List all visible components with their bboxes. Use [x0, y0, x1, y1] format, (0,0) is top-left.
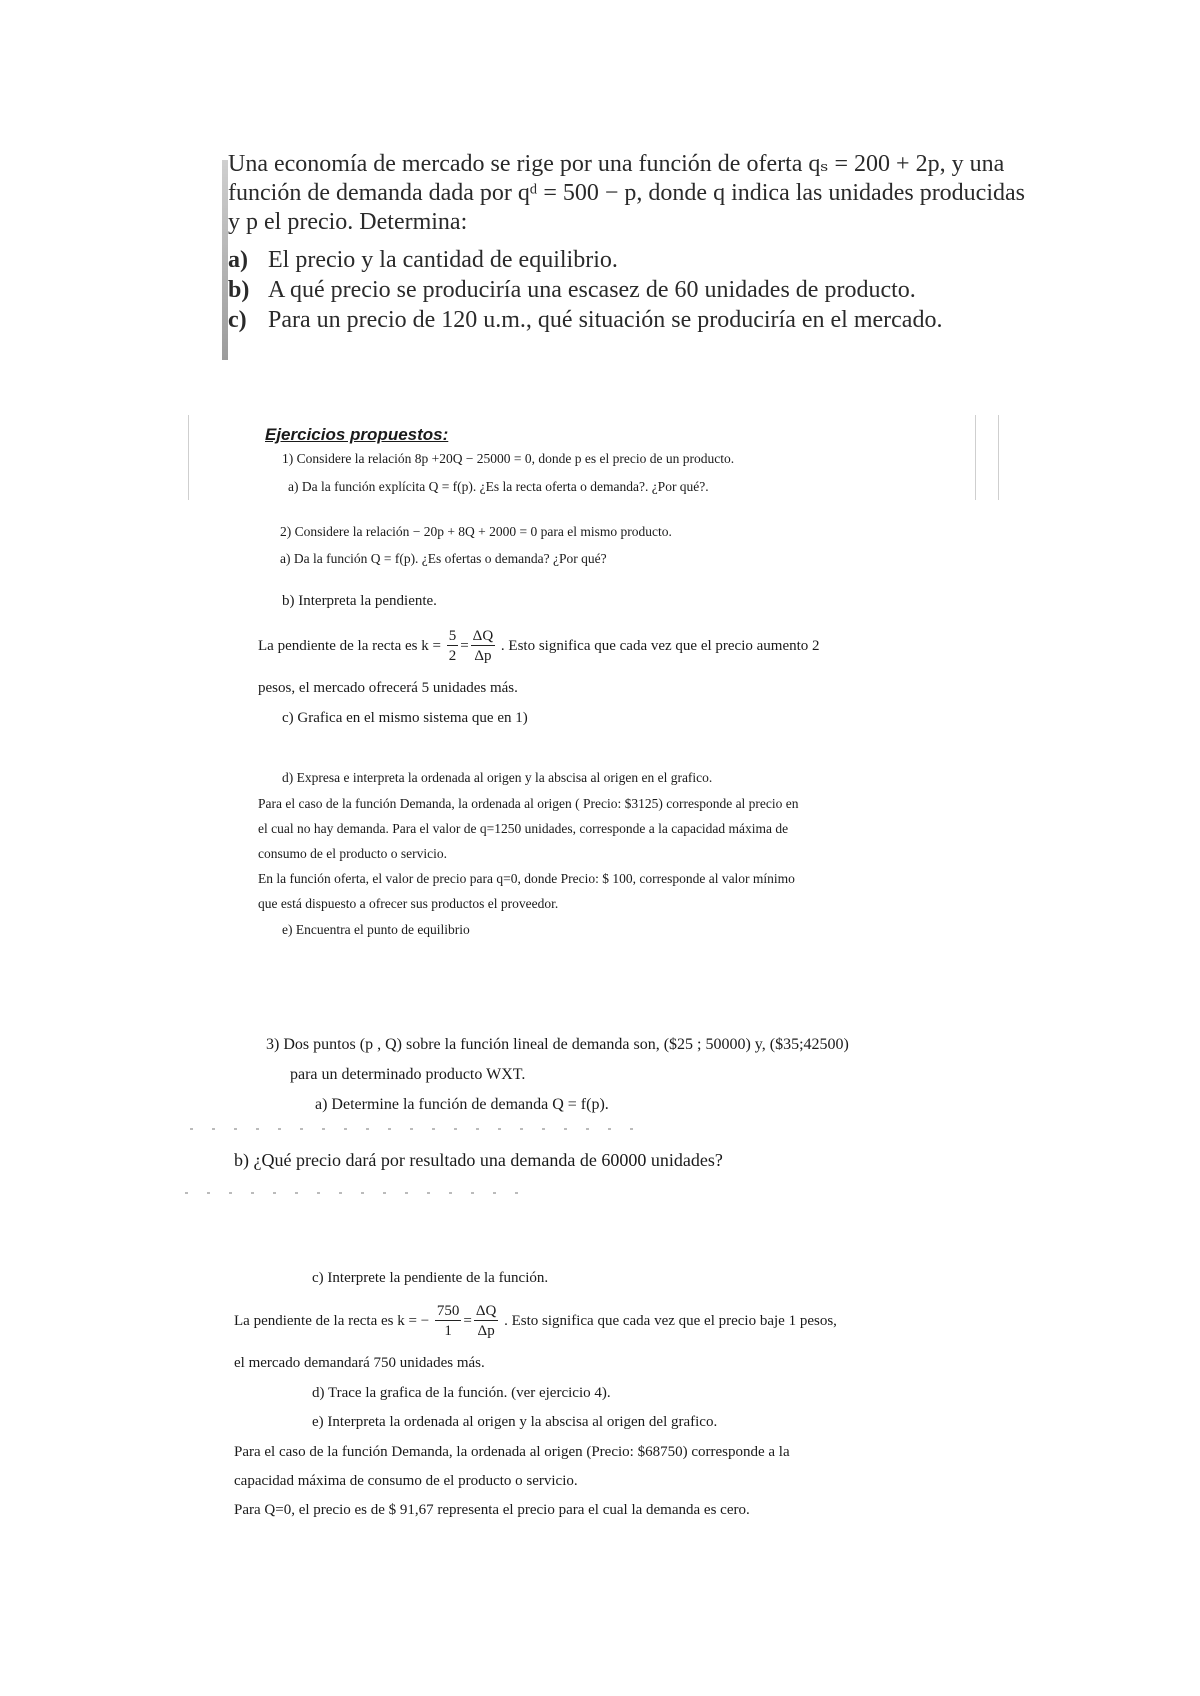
fraction-numerator: ΔQ: [472, 628, 494, 644]
answer-text: . Esto significa que cada vez que el precio baje 1 pesos,: [504, 1312, 837, 1329]
scan-divider-right-1: [975, 415, 976, 500]
fraction: [471, 627, 495, 666]
exercise-3e-answer-1: Para el caso de la función Demanda, la ordenada al origen (Precio: $68750) corresponde a la: [234, 1444, 790, 1460]
exercise-2c: c) Grafica en el mismo sistema que en 1): [282, 710, 528, 726]
exercise-3e: e) Interpreta la ordenada al origen y la abscisa al origen del grafico.: [312, 1414, 718, 1430]
item-label: c): [228, 307, 247, 333]
exercise-2: 2) Considere la relación − 20p + 8Q + 2000 = 0 para el mismo producto.: [280, 524, 672, 539]
exercise-3e-answer-3: Para Q=0, el precio es de $ 91,67 representa el precio para el cual la demanda es cero.: [234, 1502, 750, 1518]
scan-noise: [190, 1128, 650, 1130]
exercise-2b: b) Interpreta la pendiente.: [282, 593, 437, 609]
exercise-1: 1) Considere la relación 8p +20Q − 25000 = 0, donde p es el precio de un producto.: [282, 451, 735, 466]
exercise-2d-answer-4: En la función oferta, el valor de precio para q=0, donde Precio: $ 100, corresponde al valor mínimo: [258, 871, 795, 886]
exercise-1a: a) Da la función explícita Q = f(p). ¿Es la recta oferta o demanda?. ¿Por qué?.: [288, 479, 709, 494]
item-text: A qué precio se produciría una escasez de 60 unidades de producto.: [268, 277, 916, 303]
exercise-2d-answer-3: consumo de el producto o servicio.: [258, 846, 447, 861]
answer-text: La pendiente de la recta es k = −: [234, 1312, 430, 1329]
scan-edge-shadow: [222, 160, 228, 360]
exercise-3d: d) Trace la grafica de la función. (ver ejercicio 4).: [312, 1385, 611, 1401]
answer-text: . Esto significa que cada vez que el precio aumento 2: [500, 637, 820, 654]
item-text: Para un precio de 120 u.m., qué situación se produciría en el mercado.: [268, 307, 943, 333]
exercise-2d: d) Expresa e interpreta la ordenada al origen y la abscisa al origen en el grafico.: [282, 770, 713, 785]
problem-line-3: y p el precio. Determina:: [228, 209, 468, 235]
scan-divider-right-2: [998, 415, 999, 500]
problem-line-1: Una economía de mercado se rige por una función de oferta qₛ = 200 + 2p, y una: [228, 151, 1005, 177]
exercise-2b-answer: La pendiente de la recta es k = $\frac{5}{2}$ = $\frac{\Delta Q}{\Delta p}$ . Esto significa que cada vez que el precio aumento 2: [258, 628, 820, 664]
exercise-3a: a) Determine la función de demanda Q = f(p).: [315, 1096, 609, 1113]
answer-text: La pendiente de la recta es k =: [258, 637, 441, 654]
scan-divider-left: [188, 415, 189, 500]
exercise-2a: a) Da la función Q = f(p). ¿Es ofertas o demanda? ¿Por qué?: [280, 551, 607, 566]
fraction: [435, 1302, 462, 1341]
exercise-3: 3) Dos puntos (p , Q) sobre la función lineal de demanda son, ($25 ; 50000) y, ($35;42500): [266, 1036, 849, 1053]
exercise-2d-answer-5: que está dispuesto a ofrecer sus productos el proveedor.: [258, 896, 559, 911]
fraction-numerator: ΔQ: [475, 1303, 497, 1319]
fraction-numerator: 750: [436, 1303, 460, 1319]
item-label: a): [228, 247, 248, 273]
fraction-denominator: Δp: [477, 1323, 495, 1339]
fraction: [474, 1302, 498, 1341]
exercise-2e: e) Encuentra el punto de equilibrio: [282, 922, 470, 937]
exercise-2d-answer-2: el cual no hay demanda. Para el valor de q=1250 unidades, corresponde a la capacidad máxima de: [258, 821, 789, 836]
exercise-3b: b) ¿Qué precio dará por resultado una demanda de 60000 unidades?: [234, 1150, 723, 1170]
exercise-3c-answer-line2: el mercado demandará 750 unidades más.: [234, 1355, 485, 1371]
scan-noise: [185, 1192, 535, 1194]
problem-item-a: [228, 245, 1108, 275]
exercise-3c-answer: La pendiente de la recta es k = − $\frac{750}{1}$ = $\frac{\Delta Q}{\Delta p}$ . Esto significa que cada vez que el precio baje 1 pesos,: [234, 1303, 837, 1339]
fraction-numerator: 5: [448, 628, 457, 644]
section-title: Ejercicios propuestos:: [265, 425, 449, 444]
fraction-denominator: Δp: [474, 648, 492, 664]
exercise-2b-answer-line2: pesos, el mercado ofrecerá 5 unidades más.: [258, 680, 518, 696]
problem-item-b: [228, 275, 1108, 305]
problem-line-2: función de demanda dada por qᵈ = 500 − p, donde q indica las unidades producidas: [228, 180, 1025, 206]
fraction: [447, 627, 459, 666]
exercise-2d-answer-1: Para el caso de la función Demanda, la ordenada al origen ( Precio: $3125) corresponde al precio en: [258, 796, 799, 811]
item-text: El precio y la cantidad de equilibrio.: [268, 247, 618, 273]
exercise-3-line2: para un determinado producto WXT.: [290, 1066, 526, 1083]
problem-item-c: [228, 305, 1108, 335]
fraction-denominator: 1: [444, 1323, 452, 1339]
item-label: b): [228, 277, 250, 303]
problem-statement-block: [228, 150, 1108, 362]
exercise-3c: c) Interprete la pendiente de la función.: [312, 1270, 549, 1286]
exercise-3e-answer-2: capacidad máxima de consumo de el producto o servicio.: [234, 1473, 578, 1489]
fraction-denominator: 2: [448, 648, 457, 664]
